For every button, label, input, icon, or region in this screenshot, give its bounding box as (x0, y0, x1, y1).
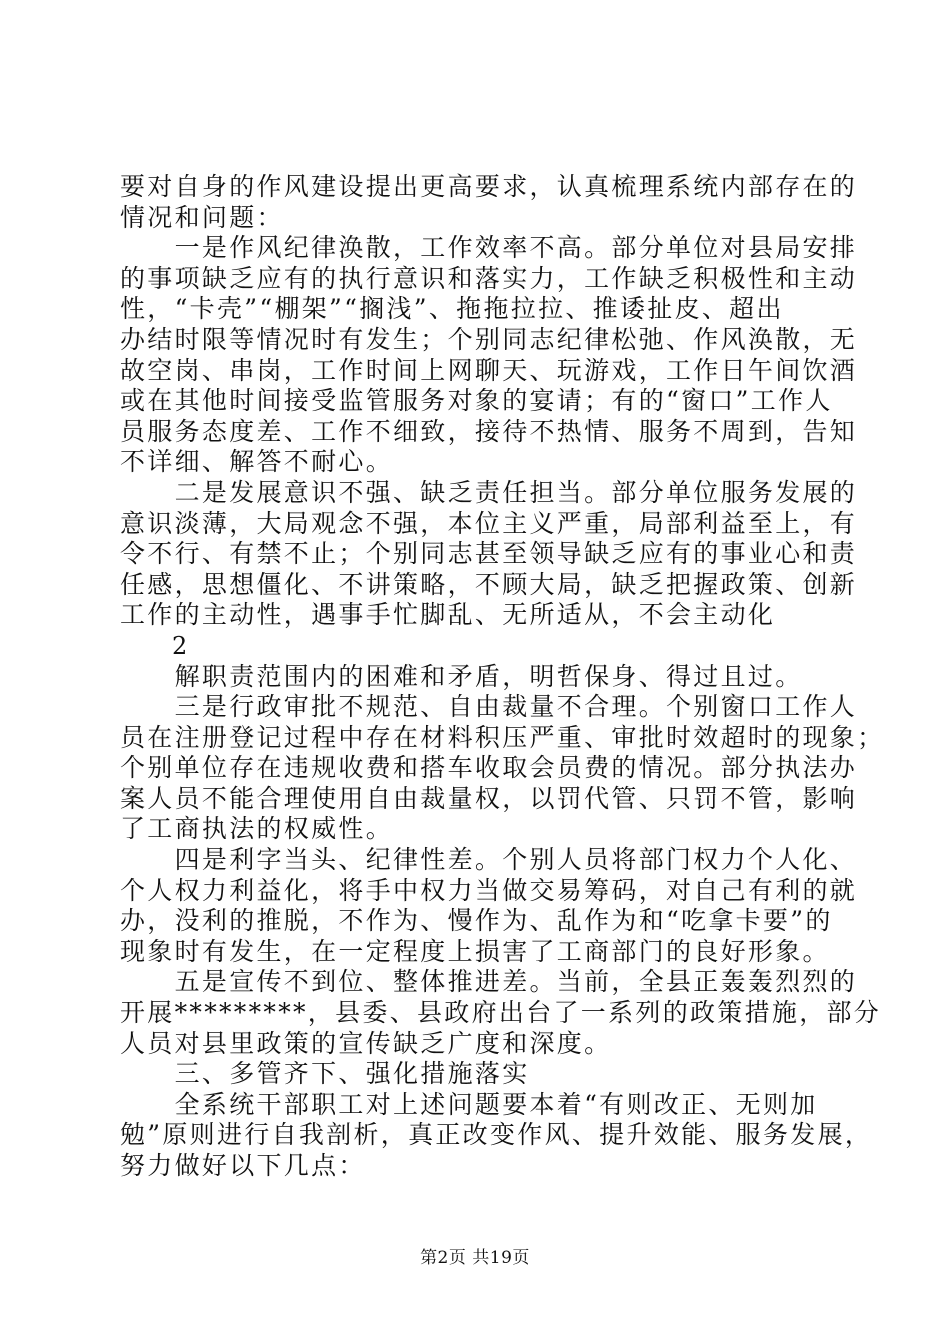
body-line: 或在其他时间接受监管服务对象的宴请；有的“窗口”工作人 (120, 386, 833, 416)
body-line: 二是发展意识不强、缺乏责任担当。部分单位服务发展的 (120, 477, 858, 507)
body-line: 个别单位存在违规收费和搭车收取会员费的情况。部分执法办 (120, 753, 858, 783)
body-line: 员在注册登记过程中存在材料积压严重、审批时效超时的现象； (120, 722, 885, 752)
body-line: 三是行政审批不规范、自由裁量不合理。个别窗口工作人 (120, 692, 858, 722)
body-line: 要对自身的作风建设提出更高要求，认真梳理系统内部存在的 (120, 172, 858, 201)
body-line: 个人权力利益化，将手中权力当做交易筹码，对自己有利的就 (120, 875, 858, 905)
body-line: 人员对县里政策的宣传缺乏广度和深度。 (120, 1028, 612, 1058)
body-line: 四是利字当头、纪律性差。个别人员将部门权力个人化、 (120, 845, 858, 875)
body-line: 努力做好以下几点： (120, 1151, 366, 1180)
body-line: 现象时有发生，在一定程度上损害了工商部门的良好形象。 (120, 936, 830, 966)
body-line: 不详细、解答不耐心。 (120, 447, 394, 477)
page-footer: 第2页 共19页 (420, 1248, 530, 1268)
body-line: 故空岗、串岗，工作时间上网聊天、玩游戏，工作日午间饮酒 (120, 355, 858, 385)
body-line: 勉”原则进行自我剖析，真正改变作风、提升效能、服务发展， (120, 1120, 873, 1150)
body-line: 了工商执法的权威性。 (120, 814, 394, 844)
inline-page-marker: 2 (172, 631, 188, 660)
body-line: 全系统干部职工对上述问题要本着“有则改正、无则加 (120, 1089, 818, 1119)
body-line: 办结时限等情况时有发生；个别同志纪律松弛、作风涣散，无 (120, 324, 858, 354)
body-line: 工作的主动性，遇事手忙脚乱、无所适从，不会主动化 (120, 600, 776, 630)
body-line: 令不行、有禁不止；个别同志甚至领导缺乏应有的事业心和责 (120, 539, 858, 569)
body-line: 开展*********，县委、县政府出台了一系列的政策措施，部分 (120, 998, 882, 1028)
body-line: 解职责范围内的困难和矛盾，明哲保身、得过且过。 (120, 661, 803, 691)
body-line: 情况和问题： (120, 202, 284, 232)
body-line: 一是作风纪律涣散，工作效率不高。部分单位对县局安排 (120, 233, 858, 263)
body-line: 案人员不能合理使用自由裁量权，以罚代管、只罚不管，影响 (120, 783, 858, 813)
body-line: 意识淡薄，大局观念不强，本位主义严重，局部利益至上，有 (120, 508, 858, 538)
body-line: 员服务态度差、工作不细致，接待不热情、服务不周到，告知 (120, 416, 858, 446)
body-line: 办，没利的推脱，不作为、慢作为、乱作为和“吃拿卡要”的 (120, 906, 833, 936)
body-line: 任感，思想僵化、不讲策略，不顾大局，缺乏把握政策、创新 (120, 569, 858, 599)
body-line: 五是宣传不到位、整体推进差。当前，全县正轰轰烈烈的 (120, 967, 858, 997)
section-heading: 三、多管齐下、强化措施落实 (120, 1059, 530, 1089)
document-body (120, 172, 885, 1182)
body-line: 性，“卡壳”“棚架”“搁浅”、拖拖拉拉、推诿扯皮、超出 (120, 294, 784, 324)
body-line: 的事项缺乏应有的执行意识和落实力，工作缺乏积极性和主动 (120, 263, 858, 293)
